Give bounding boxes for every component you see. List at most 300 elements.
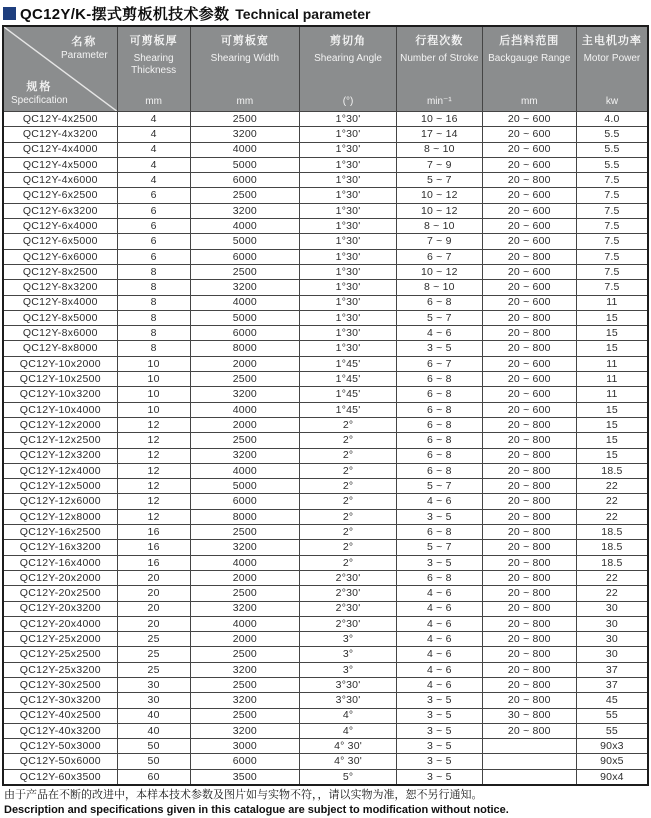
value-cell: 5000: [190, 310, 300, 325]
model-cell: QC12Y-8x2500: [3, 264, 117, 279]
value-cell: 12: [117, 494, 190, 509]
value-cell: 1°30': [300, 264, 397, 279]
value-cell: 2500: [190, 708, 300, 723]
table-row: [3, 662, 648, 677]
value-cell: 5 ~ 7: [396, 479, 482, 494]
value-cell: 20: [117, 586, 190, 601]
value-cell: 20 ~ 600: [482, 203, 576, 218]
model-cell: QC12Y-20x4000: [3, 616, 117, 631]
value-cell: 3°: [300, 662, 397, 677]
value-cell: 2°: [300, 463, 397, 478]
value-cell: 20 ~ 800: [482, 433, 576, 448]
value-cell: 1°30': [300, 326, 397, 341]
value-cell: 20 ~ 800: [482, 693, 576, 708]
value-cell: 6 ~ 8: [396, 463, 482, 478]
table-body: [3, 112, 648, 786]
value-cell: 20 ~ 800: [482, 310, 576, 325]
table-row: [3, 203, 648, 218]
column-header-en: Motor Power: [583, 53, 641, 64]
value-cell: 20 ~ 600: [482, 264, 576, 279]
value-cell: 30 ~ 800: [482, 708, 576, 723]
table-row: [3, 479, 648, 494]
model-cell: QC12Y-6x3200: [3, 203, 117, 218]
column-header: [482, 26, 576, 112]
value-cell: 2500: [190, 586, 300, 601]
value-cell: 3°30': [300, 677, 397, 692]
value-cell: 10 ~ 12: [396, 188, 482, 203]
value-cell: 4 ~ 6: [396, 326, 482, 341]
value-cell: 20 ~ 600: [482, 127, 576, 142]
value-cell: 4° 30': [300, 739, 397, 754]
model-cell: QC12Y-30x2500: [3, 677, 117, 692]
model-cell: QC12Y-60x3500: [3, 769, 117, 785]
value-cell: 3 ~ 5: [396, 509, 482, 524]
value-cell: 1°30': [300, 295, 397, 310]
value-cell: 2°30': [300, 601, 397, 616]
value-cell: 1°30': [300, 249, 397, 264]
value-cell: 8000: [190, 509, 300, 524]
column-header-en: Backgauge Range: [488, 53, 571, 64]
value-cell: 30: [117, 677, 190, 692]
column-header-cn: 可剪板宽: [220, 35, 269, 47]
value-cell: 20 ~ 800: [482, 525, 576, 540]
value-cell: 37: [576, 662, 648, 677]
value-cell: 3 ~ 5: [396, 708, 482, 723]
table-row: [3, 723, 648, 738]
model-cell: QC12Y-20x3200: [3, 601, 117, 616]
value-cell: 7.5: [576, 219, 648, 234]
value-cell: 20 ~ 800: [482, 555, 576, 570]
page-title: [3, 3, 649, 24]
value-cell: 55: [576, 708, 648, 723]
value-cell: 3°: [300, 647, 397, 662]
table-row: [3, 509, 648, 524]
value-cell: 2000: [190, 570, 300, 585]
value-cell: 11: [576, 387, 648, 402]
value-cell: 8: [117, 264, 190, 279]
value-cell: 8 ~ 10: [396, 280, 482, 295]
table-row: [3, 616, 648, 631]
value-cell: 20 ~ 800: [482, 326, 576, 341]
value-cell: 6000: [190, 494, 300, 509]
table-row: [3, 463, 648, 478]
value-cell: 3 ~ 5: [396, 723, 482, 738]
model-cell: QC12Y-20x2500: [3, 586, 117, 601]
value-cell: 20 ~ 800: [482, 723, 576, 738]
value-cell: 60: [117, 769, 190, 785]
model-cell: QC12Y-4x5000: [3, 157, 117, 172]
value-cell: 20 ~ 800: [482, 632, 576, 647]
value-cell: 2°30': [300, 570, 397, 585]
table-row: [3, 601, 648, 616]
value-cell: 30: [576, 601, 648, 616]
model-cell: QC12Y-6x5000: [3, 234, 117, 249]
value-cell: 3200: [190, 723, 300, 738]
value-cell: 15: [576, 448, 648, 463]
value-cell: 3500: [190, 769, 300, 785]
value-cell: 20 ~ 800: [482, 601, 576, 616]
value-cell: 10: [117, 372, 190, 387]
table-row: [3, 739, 648, 754]
value-cell: 5.5: [576, 157, 648, 172]
value-cell: 5 ~ 7: [396, 310, 482, 325]
model-cell: QC12Y-6x6000: [3, 249, 117, 264]
table-row: [3, 310, 648, 325]
value-cell: 8 ~ 10: [396, 142, 482, 157]
model-cell: QC12Y-6x2500: [3, 188, 117, 203]
footer-note: [4, 789, 648, 818]
model-cell: QC12Y-8x3200: [3, 280, 117, 295]
table-row: [3, 540, 648, 555]
model-cell: QC12Y-8x4000: [3, 295, 117, 310]
value-cell: 1°30': [300, 142, 397, 157]
value-cell: 20 ~ 800: [482, 677, 576, 692]
model-cell: QC12Y-4x4000: [3, 142, 117, 157]
value-cell: 6 ~ 8: [396, 448, 482, 463]
value-cell: 11: [576, 372, 648, 387]
value-cell: 6 ~ 8: [396, 387, 482, 402]
value-cell: 6000: [190, 249, 300, 264]
value-cell: 15: [576, 341, 648, 356]
model-cell: QC12Y-25x3200: [3, 662, 117, 677]
value-cell: 3 ~ 5: [396, 693, 482, 708]
table-header: [3, 26, 648, 112]
value-cell: 3200: [190, 601, 300, 616]
value-cell: 6 ~ 8: [396, 372, 482, 387]
footer-note-chinese: 由于产品在不断的改进中，本样本技术参数及图片如与实物不符，，请以实物为准，恕不另行通知。: [4, 789, 483, 802]
title-english: Technical parameter: [235, 5, 371, 22]
value-cell: 15: [576, 326, 648, 341]
value-cell: 4.0: [576, 112, 648, 127]
value-cell: 3 ~ 5: [396, 555, 482, 570]
value-cell: 18.5: [576, 555, 648, 570]
value-cell: 8: [117, 326, 190, 341]
value-cell: 4 ~ 6: [396, 586, 482, 601]
value-cell: 1°30': [300, 219, 397, 234]
column-header: [117, 26, 190, 112]
value-cell: 20 ~ 600: [482, 219, 576, 234]
value-cell: 6 ~ 8: [396, 402, 482, 417]
value-cell: 6: [117, 203, 190, 218]
column-header: [190, 26, 300, 112]
model-cell: QC12Y-12x3200: [3, 448, 117, 463]
value-cell: 2°: [300, 540, 397, 555]
value-cell: 2500: [190, 264, 300, 279]
model-cell: QC12Y-4x3200: [3, 127, 117, 142]
table-row: [3, 112, 648, 127]
value-cell: 5.5: [576, 127, 648, 142]
value-cell: 4 ~ 6: [396, 494, 482, 509]
value-cell: 12: [117, 448, 190, 463]
value-cell: [482, 769, 576, 785]
table-row: [3, 525, 648, 540]
value-cell: 25: [117, 632, 190, 647]
value-cell: 3 ~ 5: [396, 769, 482, 785]
model-cell: QC12Y-4x6000: [3, 173, 117, 188]
column-header-unit: kw: [605, 96, 619, 107]
value-cell: 2500: [190, 647, 300, 662]
value-cell: 5 ~ 7: [396, 540, 482, 555]
value-cell: 3 ~ 5: [396, 739, 482, 754]
column-header-cn: 行程次数: [415, 35, 464, 47]
value-cell: 12: [117, 433, 190, 448]
model-cell: QC12Y-12x8000: [3, 509, 117, 524]
model-cell: QC12Y-40x2500: [3, 708, 117, 723]
value-cell: 20: [117, 616, 190, 631]
value-cell: 10 ~ 16: [396, 112, 482, 127]
value-cell: 6: [117, 219, 190, 234]
value-cell: 20 ~ 800: [482, 417, 576, 432]
header-row: [3, 26, 648, 112]
value-cell: 1°30': [300, 341, 397, 356]
value-cell: 2°30': [300, 586, 397, 601]
model-cell: QC12Y-10x4000: [3, 402, 117, 417]
value-cell: 2000: [190, 417, 300, 432]
value-cell: 8 ~ 10: [396, 219, 482, 234]
value-cell: 6000: [190, 326, 300, 341]
value-cell: 20 ~ 800: [482, 249, 576, 264]
value-cell: 20 ~ 800: [482, 570, 576, 585]
value-cell: 6: [117, 249, 190, 264]
corner-cell: [3, 26, 117, 112]
table-row: [3, 448, 648, 463]
value-cell: 2500: [190, 677, 300, 692]
value-cell: 20 ~ 600: [482, 356, 576, 371]
value-cell: 8000: [190, 341, 300, 356]
value-cell: 40: [117, 708, 190, 723]
value-cell: 3200: [190, 387, 300, 402]
table-row: [3, 249, 648, 264]
table-row: [3, 188, 648, 203]
value-cell: 6: [117, 234, 190, 249]
spec-table: [2, 25, 649, 786]
value-cell: 3200: [190, 203, 300, 218]
column-header: [576, 26, 648, 112]
value-cell: 4: [117, 127, 190, 142]
value-cell: 1°30': [300, 157, 397, 172]
value-cell: 17 ~ 14: [396, 127, 482, 142]
value-cell: 20 ~ 800: [482, 540, 576, 555]
model-cell: QC12Y-12x4000: [3, 463, 117, 478]
column-header-cn: 主电机功率: [581, 35, 642, 47]
value-cell: 5000: [190, 234, 300, 249]
value-cell: 50: [117, 754, 190, 769]
model-cell: QC12Y-25x2000: [3, 632, 117, 647]
value-cell: 11: [576, 295, 648, 310]
value-cell: 90x4: [576, 769, 648, 785]
value-cell: 20 ~ 800: [482, 616, 576, 631]
value-cell: 4 ~ 6: [396, 616, 482, 631]
value-cell: 2°: [300, 555, 397, 570]
value-cell: 4°: [300, 708, 397, 723]
table-row: [3, 219, 648, 234]
value-cell: 20 ~ 800: [482, 463, 576, 478]
value-cell: 6 ~ 8: [396, 433, 482, 448]
column-header-en: Shearing Thickness: [131, 53, 177, 76]
model-cell: QC12Y-16x3200: [3, 540, 117, 555]
value-cell: 2500: [190, 188, 300, 203]
value-cell: 5 ~ 7: [396, 173, 482, 188]
value-cell: 10: [117, 387, 190, 402]
model-cell: QC12Y-40x3200: [3, 723, 117, 738]
value-cell: 22: [576, 586, 648, 601]
value-cell: 2°: [300, 525, 397, 540]
table-row: [3, 173, 648, 188]
value-cell: 5.5: [576, 142, 648, 157]
model-cell: QC12Y-20x2000: [3, 570, 117, 585]
value-cell: 4 ~ 6: [396, 677, 482, 692]
value-cell: 10: [117, 356, 190, 371]
value-cell: [482, 739, 576, 754]
value-cell: 16: [117, 525, 190, 540]
value-cell: 7.5: [576, 280, 648, 295]
value-cell: 5°: [300, 769, 397, 785]
value-cell: 7.5: [576, 264, 648, 279]
table-row: [3, 372, 648, 387]
value-cell: 20 ~ 600: [482, 372, 576, 387]
value-cell: 7 ~ 9: [396, 157, 482, 172]
value-cell: 12: [117, 417, 190, 432]
value-cell: 20 ~ 600: [482, 402, 576, 417]
value-cell: 20 ~ 600: [482, 188, 576, 203]
value-cell: 2°: [300, 494, 397, 509]
value-cell: 18.5: [576, 463, 648, 478]
value-cell: 20: [117, 570, 190, 585]
value-cell: 4000: [190, 463, 300, 478]
table-row: [3, 754, 648, 769]
value-cell: 22: [576, 509, 648, 524]
value-cell: 20 ~ 800: [482, 586, 576, 601]
value-cell: 18.5: [576, 525, 648, 540]
value-cell: 20 ~ 600: [482, 112, 576, 127]
value-cell: 18.5: [576, 540, 648, 555]
value-cell: 20 ~ 800: [482, 173, 576, 188]
value-cell: 4°: [300, 723, 397, 738]
value-cell: 90x3: [576, 739, 648, 754]
table-row: [3, 142, 648, 157]
value-cell: 20 ~ 600: [482, 234, 576, 249]
value-cell: 1°30': [300, 173, 397, 188]
model-cell: QC12Y-6x4000: [3, 219, 117, 234]
value-cell: 20 ~ 600: [482, 280, 576, 295]
value-cell: 5000: [190, 479, 300, 494]
value-cell: 6 ~ 8: [396, 417, 482, 432]
value-cell: 20: [117, 601, 190, 616]
model-cell: QC12Y-12x2000: [3, 417, 117, 432]
model-cell: QC12Y-8x5000: [3, 310, 117, 325]
table-row: [3, 295, 648, 310]
table-row: [3, 356, 648, 371]
value-cell: 15: [576, 433, 648, 448]
table-row: [3, 157, 648, 172]
model-cell: QC12Y-12x5000: [3, 479, 117, 494]
value-cell: 6 ~ 8: [396, 525, 482, 540]
value-cell: 15: [576, 417, 648, 432]
footer-note-english: Description and specifications given in this catalogue are subject to modification without notice.: [4, 803, 509, 816]
value-cell: 6 ~ 8: [396, 295, 482, 310]
value-cell: 30: [576, 647, 648, 662]
value-cell: 2000: [190, 356, 300, 371]
corner-parameter-label: 名称 Parameter: [60, 36, 108, 61]
table-row: [3, 387, 648, 402]
value-cell: 4 ~ 6: [396, 601, 482, 616]
value-cell: 1°30': [300, 310, 397, 325]
value-cell: 8: [117, 295, 190, 310]
value-cell: 5000: [190, 157, 300, 172]
value-cell: 1°30': [300, 188, 397, 203]
table-row: [3, 632, 648, 647]
table-row: [3, 693, 648, 708]
value-cell: 1°45': [300, 356, 397, 371]
value-cell: 1°30': [300, 112, 397, 127]
value-cell: 2500: [190, 372, 300, 387]
value-cell: 4° 30': [300, 754, 397, 769]
model-cell: QC12Y-8x8000: [3, 341, 117, 356]
model-cell: QC12Y-10x3200: [3, 387, 117, 402]
value-cell: 25: [117, 662, 190, 677]
value-cell: 8: [117, 341, 190, 356]
column-header-en: Shearing Width: [210, 53, 280, 64]
value-cell: 6 ~ 7: [396, 356, 482, 371]
value-cell: 22: [576, 494, 648, 509]
value-cell: 4000: [190, 295, 300, 310]
value-cell: 45: [576, 693, 648, 708]
value-cell: 2°: [300, 417, 397, 432]
table-row: [3, 677, 648, 692]
table-row: [3, 570, 648, 585]
value-cell: 4: [117, 173, 190, 188]
table-row: [3, 234, 648, 249]
value-cell: 20 ~ 800: [482, 341, 576, 356]
value-cell: 4000: [190, 402, 300, 417]
value-cell: 12: [117, 463, 190, 478]
value-cell: 2500: [190, 525, 300, 540]
value-cell: 3200: [190, 127, 300, 142]
value-cell: 1°30': [300, 127, 397, 142]
value-cell: 1°30': [300, 203, 397, 218]
value-cell: 4 ~ 6: [396, 662, 482, 677]
column-header-unit: (°): [342, 96, 354, 107]
value-cell: 4: [117, 142, 190, 157]
value-cell: 37: [576, 677, 648, 692]
value-cell: 8: [117, 280, 190, 295]
value-cell: 3°: [300, 632, 397, 647]
model-cell: QC12Y-10x2000: [3, 356, 117, 371]
value-cell: 3200: [190, 448, 300, 463]
value-cell: 90x5: [576, 754, 648, 769]
column-header-unit: mm: [236, 96, 254, 107]
column-header: [396, 26, 482, 112]
value-cell: 6: [117, 188, 190, 203]
corner-specification-label: 规格 Specification: [11, 81, 68, 106]
value-cell: 55: [576, 723, 648, 738]
value-cell: 20 ~ 600: [482, 157, 576, 172]
value-cell: 15: [576, 402, 648, 417]
column-header-cn: 可剪板厚: [129, 35, 178, 47]
value-cell: 3200: [190, 662, 300, 677]
value-cell: 11: [576, 356, 648, 371]
model-cell: QC12Y-4x2500: [3, 112, 117, 127]
value-cell: 6 ~ 8: [396, 570, 482, 585]
value-cell: 20 ~ 800: [482, 509, 576, 524]
table-row: [3, 647, 648, 662]
value-cell: 2000: [190, 632, 300, 647]
table-row: [3, 769, 648, 785]
model-cell: QC12Y-12x6000: [3, 494, 117, 509]
value-cell: 30: [576, 616, 648, 631]
value-cell: 20 ~ 800: [482, 494, 576, 509]
value-cell: 10 ~ 12: [396, 264, 482, 279]
